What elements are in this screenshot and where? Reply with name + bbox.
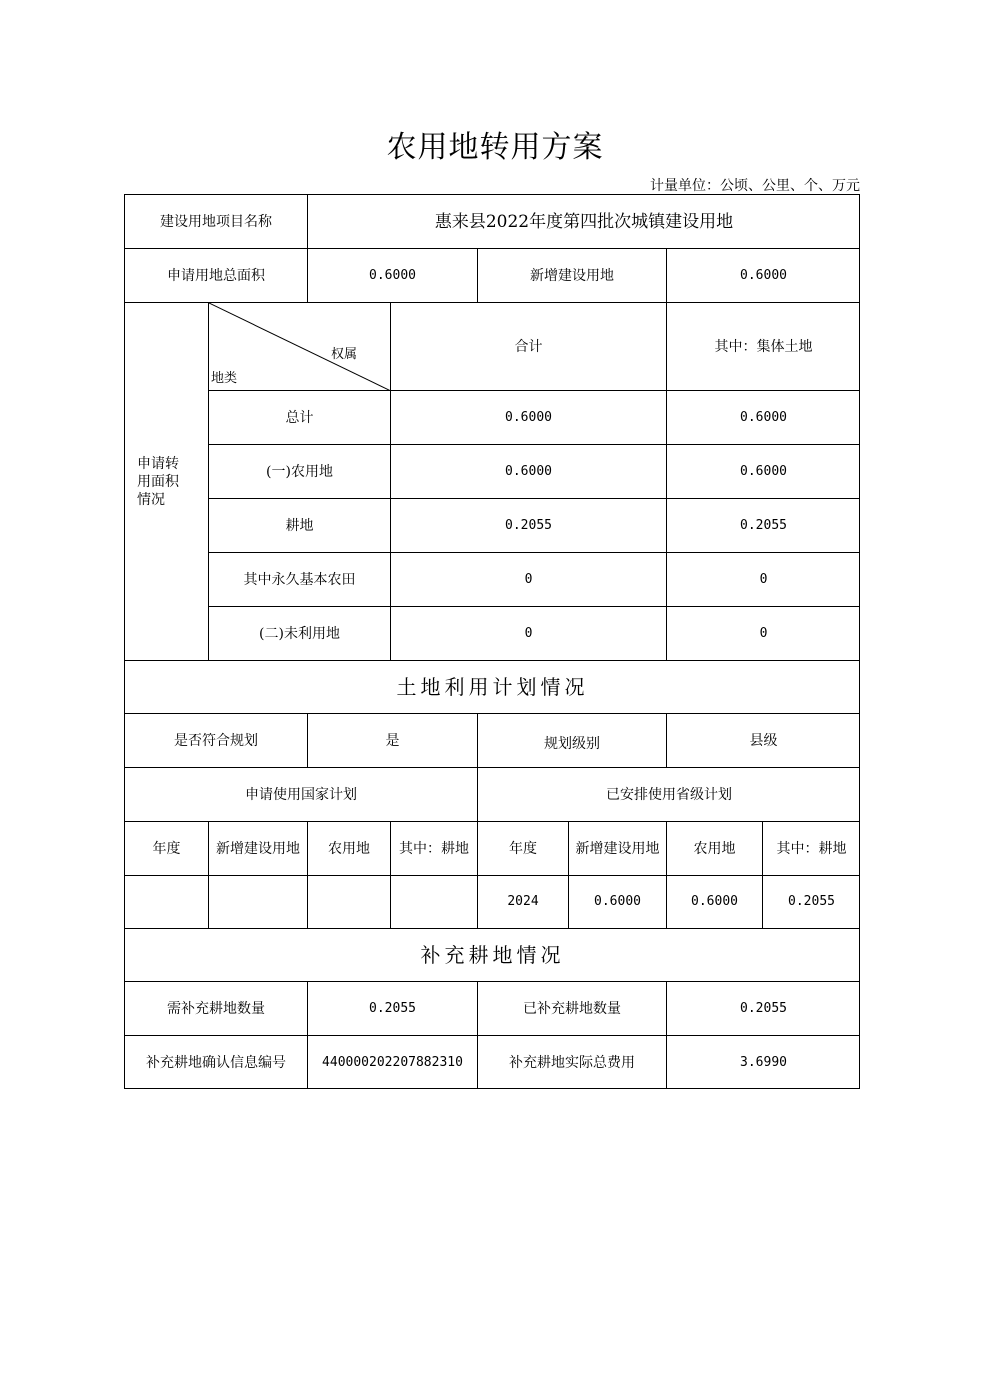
row-total: 0 bbox=[391, 553, 667, 607]
total-area-label: 申请用地总面积 bbox=[125, 249, 308, 303]
plan-value: 2024 bbox=[478, 876, 569, 929]
conform-value: 是 bbox=[308, 714, 478, 768]
plan-value bbox=[391, 876, 478, 929]
plan-value: 0.2055 bbox=[763, 876, 860, 929]
project-name-value: 惠来县2022年度第四批次城镇建设用地 bbox=[308, 195, 860, 249]
col-total-header: 合计 bbox=[391, 303, 667, 391]
row-total: 0.6000 bbox=[391, 391, 667, 445]
plan-level-label: 规划级别 bbox=[478, 714, 667, 768]
conform-label: 是否符合规划 bbox=[125, 714, 308, 768]
row-collective: 0.6000 bbox=[667, 445, 860, 499]
ownership-label: 权属 bbox=[330, 347, 357, 362]
plan-value: 0.6000 bbox=[569, 876, 667, 929]
national-plan-label: 申请使用国家计划 bbox=[125, 768, 478, 822]
confirmation-code-value: 440000202207882310 bbox=[308, 1036, 478, 1089]
done-supplement-label: 已补充耕地数量 bbox=[478, 982, 667, 1036]
new-construction-label: 新增建设用地 bbox=[478, 249, 667, 303]
row-total: 0.2055 bbox=[391, 499, 667, 553]
supplement-section-heading: 补充耕地情况 bbox=[125, 929, 860, 982]
need-supplement-label: 需补充耕地数量 bbox=[125, 982, 308, 1036]
actual-cost-value: 3.6990 bbox=[740, 1054, 787, 1070]
need-supplement-value: 0.2055 bbox=[308, 982, 478, 1036]
new-construction-value: 0.6000 bbox=[667, 249, 860, 303]
plan-header: 其中：耕地 bbox=[763, 822, 860, 876]
total-area-value: 0.6000 bbox=[308, 249, 478, 303]
plan-header: 新增建设用地 bbox=[569, 822, 667, 876]
row-collective: 0.6000 bbox=[667, 391, 860, 445]
conversion-side-label: 申请转 用面积 情况 bbox=[125, 303, 209, 661]
row-collective: 0 bbox=[667, 553, 860, 607]
project-name-label: 建设用地项目名称 bbox=[125, 195, 308, 249]
row-name: 耕地 bbox=[209, 499, 391, 553]
row-collective: 0 bbox=[667, 607, 860, 661]
unit-note: 计量单位：公顷、公里、个、万元 bbox=[650, 178, 860, 194]
conversion-form-table bbox=[124, 194, 860, 1089]
plan-value bbox=[308, 876, 391, 929]
document-title: 农用地转用方案 bbox=[386, 130, 604, 165]
row-collective: 0.2055 bbox=[667, 499, 860, 553]
done-supplement-value: 0.2055 bbox=[667, 982, 860, 1036]
plan-header: 新增建设用地 bbox=[209, 822, 308, 876]
col-collective-header: 其中：集体土地 bbox=[667, 303, 860, 391]
actual-cost-label: 补充耕地实际总费用 bbox=[478, 1036, 667, 1089]
row-total: 0.6000 bbox=[391, 445, 667, 499]
diagonal-header-cell bbox=[209, 303, 391, 391]
plan-header: 农用地 bbox=[308, 822, 391, 876]
plan-value: 0.6000 bbox=[667, 876, 763, 929]
confirmation-code-label: 补充耕地确认信息编号 bbox=[125, 1036, 308, 1089]
plan-header: 年度 bbox=[478, 822, 569, 876]
plan-header: 其中：耕地 bbox=[391, 822, 478, 876]
plan-section-heading: 土地利用计划情况 bbox=[125, 661, 860, 714]
row-name: 其中永久基本农田 bbox=[209, 553, 391, 607]
row-total: 0 bbox=[391, 607, 667, 661]
plan-value bbox=[125, 876, 209, 929]
row-name: (一)农用地 bbox=[209, 445, 391, 499]
plan-value bbox=[209, 876, 308, 929]
plan-level-value: 县级 bbox=[667, 714, 860, 768]
plan-header: 年度 bbox=[125, 822, 209, 876]
plan-header: 农用地 bbox=[667, 822, 763, 876]
row-name: (二)未利用地 bbox=[209, 607, 391, 661]
land-type-label: 地类 bbox=[211, 371, 238, 386]
provincial-plan-label: 已安排使用省级计划 bbox=[478, 768, 860, 822]
row-name: 总计 bbox=[209, 391, 391, 445]
